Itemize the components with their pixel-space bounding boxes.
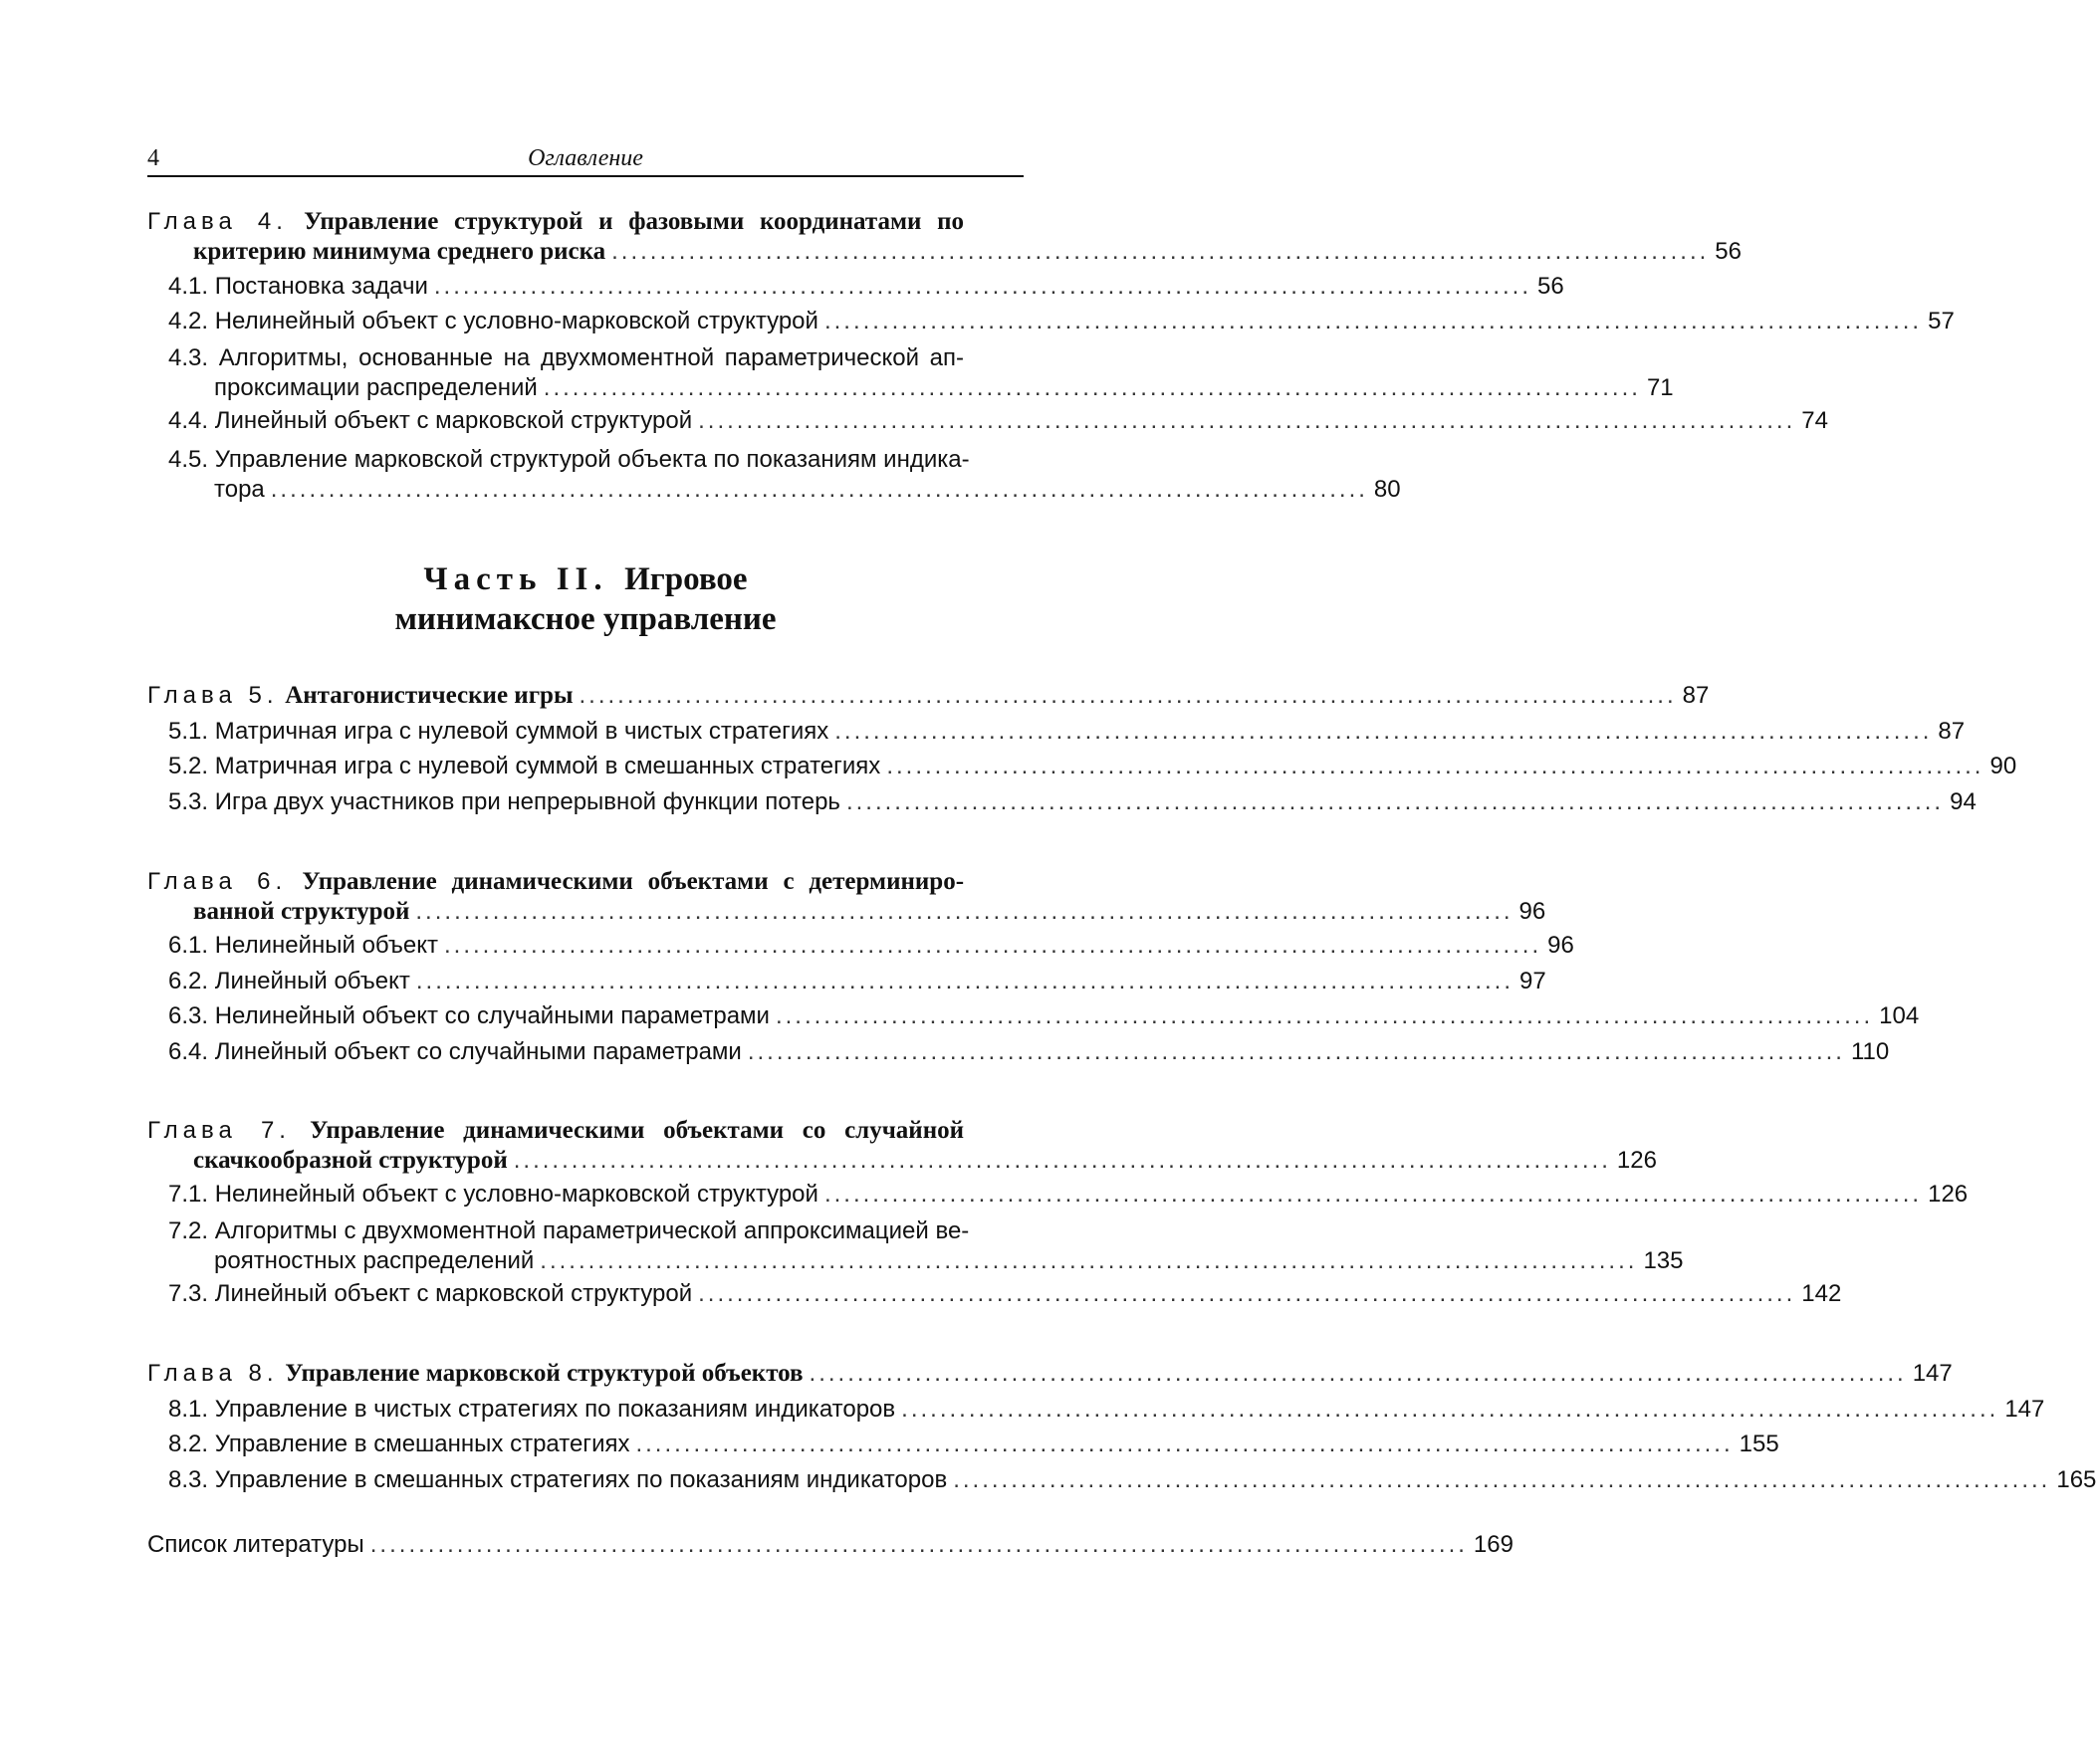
section-title: 4.4. Линейный объект с марковской структурой bbox=[168, 407, 693, 434]
leader-dots: .................................................................................................................. bbox=[747, 1038, 1845, 1065]
section-page: 80 bbox=[1373, 476, 1401, 503]
toc-section-4-3[interactable] bbox=[168, 343, 1674, 403]
section-title: 8.1. Управление в чистых стратегиях по показаниям индикаторов bbox=[168, 1396, 896, 1423]
bibliography-title: Список литературы bbox=[147, 1531, 364, 1558]
leader-dots: .................................................................................................................. bbox=[543, 374, 1641, 401]
chapter-title-cont: критерию минимума среднего риска bbox=[193, 238, 606, 265]
section-title: 6.2. Линейный объект bbox=[168, 968, 410, 994]
chapter-page: 147 bbox=[1912, 1360, 1953, 1387]
page-number: 4 bbox=[147, 145, 159, 171]
leader-dots: .................................................................................................................. bbox=[823, 308, 1923, 334]
chapter-title: Управление динамическими объектами со случайной bbox=[310, 1117, 965, 1144]
toc-section-6-1[interactable] bbox=[168, 931, 1574, 961]
section-page: 71 bbox=[1646, 374, 1674, 401]
toc-section-6-4[interactable] bbox=[168, 1037, 1890, 1067]
toc-section-4-2[interactable] bbox=[168, 307, 1955, 336]
leader-dots: .................................................................................................................. bbox=[415, 968, 1514, 994]
chapter-label: Глава 7. bbox=[147, 1117, 291, 1144]
section-title: 4.1. Постановка задачи bbox=[168, 273, 428, 300]
section-page: 74 bbox=[1801, 407, 1828, 434]
leader-dots: .................................................................................................................. bbox=[823, 1181, 1923, 1208]
leader-dots: .................................................................................................................. bbox=[809, 1360, 1907, 1387]
section-page: 90 bbox=[1989, 753, 2017, 779]
part-title-word: Игровое bbox=[624, 561, 748, 597]
leader-dots: .................................................................................................................. bbox=[845, 788, 1945, 815]
section-page: 147 bbox=[2004, 1396, 2045, 1423]
toc-section-5-1[interactable] bbox=[168, 717, 1966, 747]
section-page: 142 bbox=[1801, 1280, 1842, 1307]
chapter-page: 96 bbox=[1518, 898, 1546, 925]
section-page: 94 bbox=[1950, 788, 1977, 815]
part-label: Часть II. bbox=[423, 561, 608, 597]
section-title: 5.2. Матричная игра с нулевой суммой в смешанных стратегиях bbox=[168, 753, 881, 779]
section-page: 126 bbox=[1928, 1181, 1969, 1208]
leader-dots: .................................................................................................................. bbox=[540, 1247, 1638, 1274]
section-page: 87 bbox=[1938, 718, 1966, 745]
section-title: 5.3. Игра двух участников при непрерывной функции потерь bbox=[168, 788, 840, 815]
leader-dots: .................................................................................................................. bbox=[698, 407, 1796, 434]
part-title: минимаксное управление bbox=[394, 601, 777, 637]
chapter-title: Управление марковской структурой объектов bbox=[285, 1360, 804, 1387]
section-title: 6.1. Нелинейный объект bbox=[168, 932, 438, 959]
chapter-label: Глава 5. bbox=[147, 682, 279, 709]
section-page: 57 bbox=[1928, 308, 1955, 334]
section-title: 8.2. Управление в смешанных стратегиях bbox=[168, 1431, 630, 1457]
leader-dots: .................................................................................................................. bbox=[775, 1002, 1874, 1029]
section-title: 8.3. Управление в смешанных стратегиях по показаниям индикаторов bbox=[168, 1466, 948, 1493]
section-title: 4.3. Алгоритмы, основанные на двухмоментной параметрической ап- bbox=[168, 344, 964, 371]
section-title: 4.5. Управление марковской структурой объекта по показаниям индика- bbox=[168, 446, 970, 473]
chapter-4-entry[interactable] bbox=[147, 207, 1742, 267]
section-page: 155 bbox=[1739, 1431, 1779, 1457]
chapter-5-entry[interactable] bbox=[147, 681, 1710, 711]
section-page: 135 bbox=[1643, 1247, 1684, 1274]
toc-section-5-2[interactable] bbox=[168, 752, 2017, 781]
section-title-cont: тора bbox=[214, 476, 265, 503]
section-title: 7.3. Линейный объект с марковской структурой bbox=[168, 1280, 693, 1307]
section-page: 56 bbox=[1537, 273, 1564, 300]
chapter-title-cont: ванной структурой bbox=[193, 898, 410, 925]
chapter-title-cont: скачкообразной структурой bbox=[193, 1147, 508, 1174]
toc-section-7-2[interactable] bbox=[168, 1216, 1684, 1276]
section-page: 97 bbox=[1519, 968, 1546, 994]
leader-dots: .................................................................................................................. bbox=[698, 1280, 1796, 1307]
leader-dots: .................................................................................................................. bbox=[579, 682, 1677, 709]
chapter-6-entry[interactable] bbox=[147, 867, 1546, 927]
chapter-8-entry[interactable] bbox=[147, 1359, 1953, 1389]
section-title-cont: роятностных распределений bbox=[214, 1247, 535, 1274]
header-title: Оглавление bbox=[528, 145, 643, 171]
toc-section-8-2[interactable] bbox=[168, 1430, 1779, 1459]
leader-dots: .................................................................................................................. bbox=[953, 1466, 2051, 1493]
chapter-title: Антагонистические игры bbox=[285, 682, 574, 709]
section-page: 110 bbox=[1850, 1038, 1890, 1065]
toc-section-8-3[interactable] bbox=[168, 1465, 2096, 1495]
running-header bbox=[147, 145, 1024, 177]
toc-section-6-2[interactable] bbox=[168, 967, 1546, 996]
toc-section-8-1[interactable] bbox=[168, 1395, 2045, 1425]
section-title-cont: проксимации распределений bbox=[214, 374, 538, 401]
leader-dots: .................................................................................................................. bbox=[369, 1531, 1468, 1558]
leader-dots: .................................................................................................................. bbox=[611, 238, 1710, 265]
section-page: 165 bbox=[2056, 1466, 2096, 1493]
toc-section-7-1[interactable] bbox=[168, 1180, 1969, 1210]
chapter-title: Управление динамическими объектами с детерминиро- bbox=[302, 868, 965, 895]
leader-dots: .................................................................................................................. bbox=[513, 1147, 1611, 1174]
bibliography-page: 169 bbox=[1473, 1531, 1514, 1558]
section-title: 7.1. Нелинейный объект с условно-марковской структурой bbox=[168, 1181, 818, 1208]
leader-dots: .................................................................................................................. bbox=[886, 753, 1984, 779]
leader-dots: .................................................................................................................. bbox=[433, 273, 1532, 300]
chapter-label: Глава 4. bbox=[147, 208, 288, 235]
toc-section-6-3[interactable] bbox=[168, 1001, 1920, 1031]
toc-section-4-1[interactable] bbox=[168, 272, 1564, 302]
chapter-page: 126 bbox=[1616, 1147, 1657, 1174]
leader-dots: .................................................................................................................. bbox=[635, 1431, 1734, 1457]
toc-section-5-3[interactable] bbox=[168, 787, 1977, 817]
leader-dots: .................................................................................................................. bbox=[901, 1396, 1999, 1423]
chapter-title: Управление структурой и фазовыми координатами по bbox=[304, 208, 965, 235]
chapter-7-entry[interactable] bbox=[147, 1116, 1657, 1176]
toc-section-7-3[interactable] bbox=[168, 1279, 1842, 1309]
leader-dots: .................................................................................................................. bbox=[415, 898, 1514, 925]
section-title: 4.2. Нелинейный объект с условно-марковской структурой bbox=[168, 308, 818, 334]
chapter-label: Глава 8. bbox=[147, 1360, 279, 1387]
toc-section-4-5[interactable] bbox=[168, 445, 1401, 505]
leader-dots: .................................................................................................................. bbox=[834, 718, 1933, 745]
chapter-page: 56 bbox=[1715, 238, 1742, 265]
chapter-label: Глава 6. bbox=[147, 868, 288, 895]
section-page: 96 bbox=[1547, 932, 1574, 959]
leader-dots: .................................................................................................................. bbox=[443, 932, 1542, 959]
section-page: 104 bbox=[1879, 1002, 1920, 1029]
toc-section-4-4[interactable] bbox=[168, 406, 1828, 436]
chapter-page: 87 bbox=[1682, 682, 1710, 709]
bibliography-entry[interactable] bbox=[147, 1530, 1514, 1560]
section-title: 7.2. Алгоритмы с двухмоментной параметрической аппроксимацией ве- bbox=[168, 1217, 970, 1244]
leader-dots: .................................................................................................................. bbox=[270, 476, 1368, 503]
section-title: 6.3. Нелинейный объект со случайными параметрами bbox=[168, 1002, 770, 1029]
section-title: 6.4. Линейный объект со случайными параметрами bbox=[168, 1038, 742, 1065]
part-heading bbox=[147, 559, 1024, 639]
section-title: 5.1. Матричная игра с нулевой суммой в чистых стратегиях bbox=[168, 718, 829, 745]
